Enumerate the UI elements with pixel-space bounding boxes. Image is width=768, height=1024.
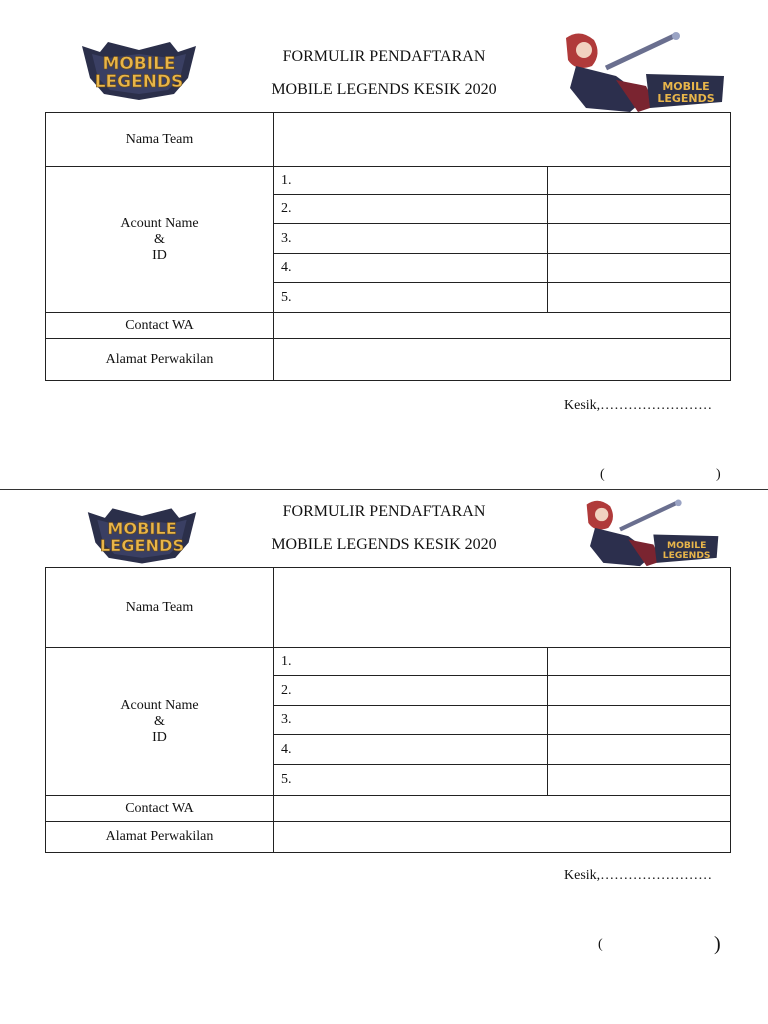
account-label-line1: Acount Name [120, 215, 199, 231]
player-2-name-field[interactable]: 2. [274, 676, 548, 706]
contact-wa-label: Contact WA [46, 313, 274, 339]
hero-character-image [570, 496, 720, 568]
account-label-line3: ID [152, 729, 167, 745]
registration-table [45, 567, 731, 853]
player-4-name-field[interactable]: 4. [274, 254, 548, 283]
team-name-field[interactable] [274, 113, 731, 167]
team-name-label: Nama Team [46, 113, 274, 167]
hero-logo-text-top: MOBILE [666, 539, 707, 551]
place-date-line: Kesik,…………………… [564, 398, 713, 413]
logo-text-top: MOBILE [102, 54, 176, 74]
account-label [46, 167, 274, 313]
form-title-line2: MOBILE LEGENDS KESIK 2020 [271, 536, 497, 553]
hero-logo-text-top: MOBILE [662, 80, 710, 93]
signature-paren-close: ) [714, 933, 721, 955]
account-label-line1: Acount Name [120, 697, 199, 713]
player-5-id-field[interactable] [548, 765, 731, 796]
address-field[interactable] [274, 822, 731, 853]
address-label: Alamat Perwakilan [46, 822, 274, 853]
logo-text-bottom: LEGENDS [94, 72, 184, 92]
account-label [46, 648, 274, 796]
player-3-name-field[interactable]: 3. [274, 706, 548, 735]
account-label-line3: ID [152, 247, 167, 263]
player-4-name-field[interactable]: 4. [274, 735, 548, 765]
contact-wa-field[interactable] [274, 796, 731, 822]
account-label-line2: & [154, 231, 165, 247]
player-4-id-field[interactable] [548, 254, 731, 283]
player-3-id-field[interactable] [548, 706, 731, 735]
player-2-name-field[interactable]: 2. [274, 195, 548, 224]
cut-line-divider [0, 489, 768, 490]
contact-wa-label: Contact WA [46, 796, 274, 822]
signature-paren-open: ( [600, 467, 605, 482]
logo-text-top: MOBILE [107, 519, 177, 539]
form-title-line1: FORMULIR PENDAFTARAN [282, 48, 486, 65]
registration-table [45, 112, 731, 381]
logo-text-bottom: LEGENDS [99, 536, 185, 556]
team-name-label: Nama Team [46, 568, 274, 648]
address-label: Alamat Perwakilan [46, 339, 274, 381]
place-date-line: Kesik,…………………… [564, 868, 713, 883]
mobile-legends-logo-icon [78, 38, 200, 102]
address-field[interactable] [274, 339, 731, 381]
contact-wa-field[interactable] [274, 313, 731, 339]
signature-paren-close: ) [716, 467, 721, 482]
player-1-name-field[interactable]: 1. [274, 167, 548, 195]
player-1-id-field[interactable] [548, 648, 731, 676]
player-5-name-field[interactable]: 5. [274, 765, 548, 796]
team-name-field[interactable] [274, 568, 731, 648]
player-4-id-field[interactable] [548, 735, 731, 765]
hero-logo-text-bottom: LEGENDS [657, 92, 715, 105]
player-5-name-field[interactable]: 5. [274, 283, 548, 313]
account-label-line2: & [154, 713, 165, 729]
player-2-id-field[interactable] [548, 676, 731, 706]
player-1-id-field[interactable] [548, 167, 731, 195]
hero-logo-text-bottom: LEGENDS [662, 549, 711, 561]
hero-character-image [546, 28, 726, 114]
form-title-line1: FORMULIR PENDAFTARAN [282, 503, 486, 520]
player-5-id-field[interactable] [548, 283, 731, 313]
mobile-legends-logo-icon [84, 504, 200, 566]
form-title-line2: MOBILE LEGENDS KESIK 2020 [271, 81, 497, 98]
signature-paren-open: ( [598, 937, 603, 952]
player-2-id-field[interactable] [548, 195, 731, 224]
player-3-name-field[interactable]: 3. [274, 224, 548, 254]
player-1-name-field[interactable]: 1. [274, 648, 548, 676]
player-3-id-field[interactable] [548, 224, 731, 254]
